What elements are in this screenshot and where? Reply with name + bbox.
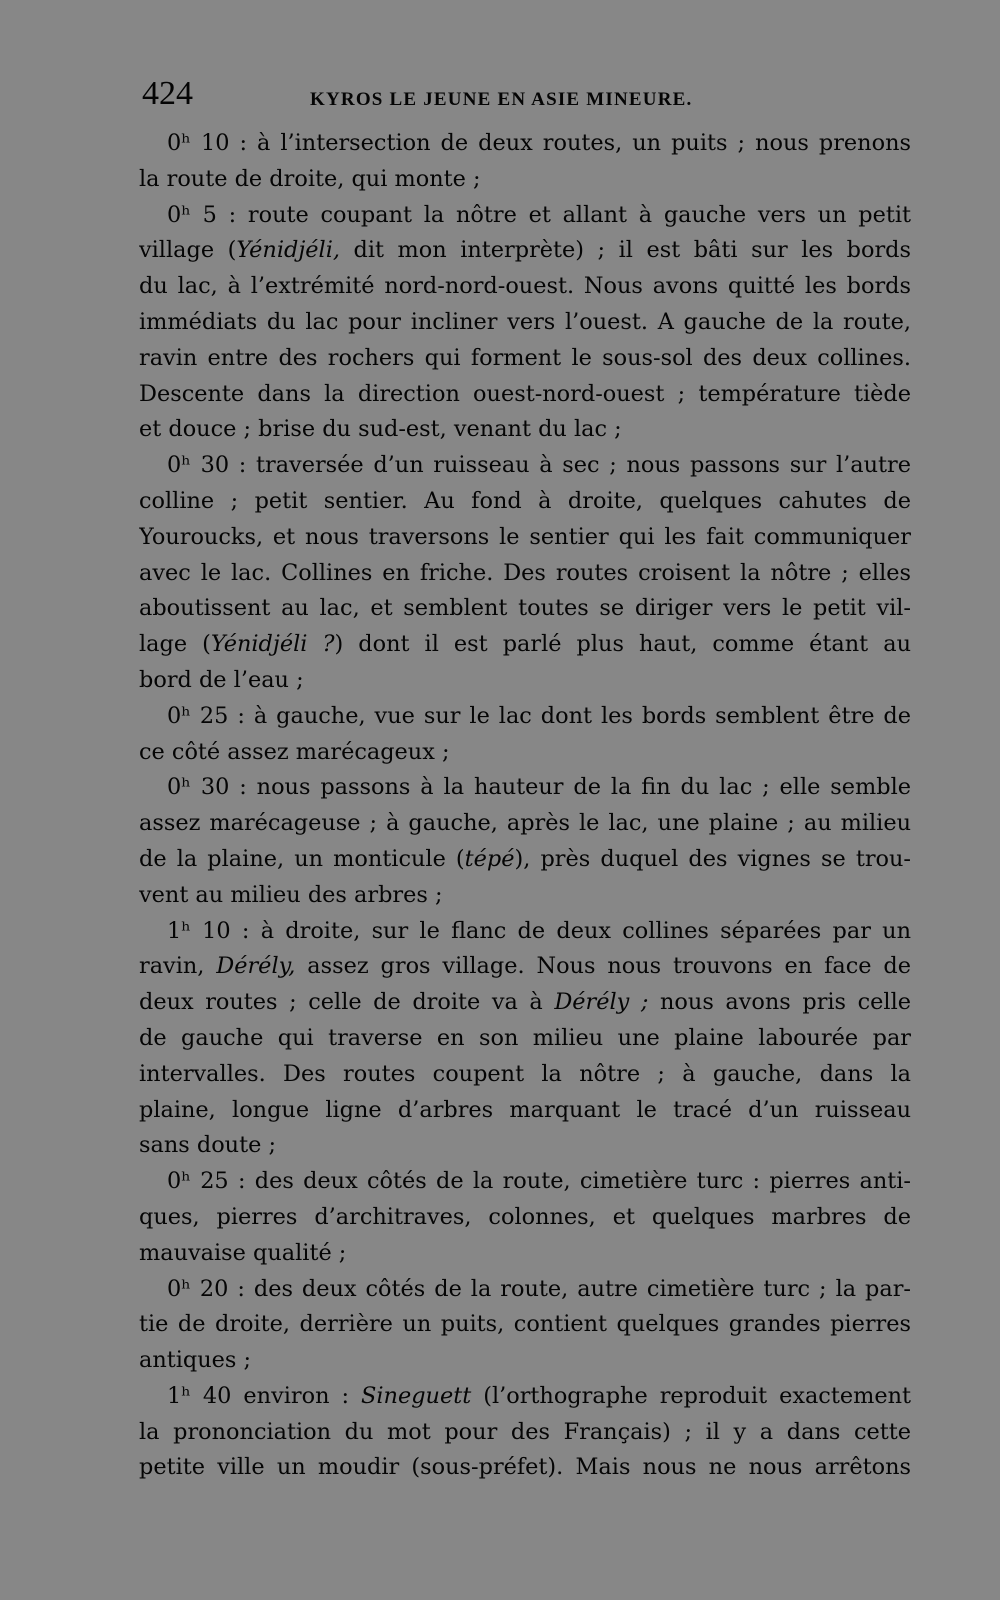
- text-segment: bord de l’eau ;: [139, 666, 304, 693]
- text-segment: assez marécageuse ; à gauche, après le lac, une plaine ; au milieu: [139, 810, 911, 837]
- text-segment: la route de droite, qui monte ;: [139, 165, 481, 192]
- text-segment: 0ʰ 5 : route coupant la nôtre et allant à gauche vers un petit: [167, 201, 911, 228]
- text-segment: du lac, à l’extrémité nord-nord-ouest. Nous avons quitté les bords: [139, 273, 911, 300]
- text-segment: colline ; petit sentier. Au fond à droite, quelques cahutes de: [139, 487, 911, 514]
- text-segment: 0ʰ 10 : à l’intersection de deux routes, un puits ; nous prenons: [167, 130, 911, 156]
- text-segment: ) dont il est parlé plus haut, comme étant au: [334, 631, 911, 658]
- text-line: [139, 520, 911, 556]
- text-segment: sans doute ;: [139, 1132, 277, 1159]
- text-line: [139, 591, 911, 627]
- text-line: [139, 770, 911, 806]
- italic-text: Sineguett: [361, 1382, 472, 1409]
- text-line: [139, 1021, 911, 1057]
- text-segment: 0ʰ 30 : traversée d’un ruisseau à sec ; nous passons sur l’autre: [167, 452, 911, 479]
- text-line: [139, 627, 911, 663]
- text-line: [139, 233, 911, 269]
- text-segment: tie de droite, derrière un puits, contient quelques grandes pierres: [139, 1311, 911, 1338]
- text-line: [139, 1307, 911, 1343]
- text-segment: lage (: [139, 631, 211, 658]
- text-segment: dit mon interprète) ; il est bâti sur les bords: [339, 237, 911, 264]
- text-segment: ravin,: [139, 953, 217, 980]
- text-line: [139, 126, 911, 162]
- italic-text: Dérély ;: [554, 989, 649, 1016]
- text-line: [139, 663, 911, 699]
- text-segment: 0ʰ 20 : des deux côtés de la route, autre cimetière turc ; la par-: [167, 1275, 911, 1302]
- text-segment: assez gros village. Nous nous trouvons en face de: [295, 953, 911, 980]
- text-segment: ques, pierres d’architraves, colonnes, et quelques marbres de: [139, 1203, 911, 1230]
- text-line: [139, 1272, 911, 1308]
- text-line: [139, 1128, 911, 1164]
- text-segment: avec le lac. Collines en friche. Des routes croisent la nôtre ; elles: [139, 559, 911, 586]
- text-line: [139, 1236, 911, 1272]
- text-segment: mauvaise qualité ;: [139, 1239, 347, 1266]
- text-segment: immédiats du lac pour incliner vers l’ouest. A gauche de la route,: [139, 308, 911, 335]
- running-title: KYROS LE JEUNE EN ASIE MINEURE.: [310, 89, 693, 110]
- text-segment: plaine, longue ligne d’arbres marquant le tracé d’un ruisseau: [139, 1096, 911, 1123]
- text-segment: 1ʰ 40 environ :: [167, 1382, 362, 1409]
- text-segment: ), près duquel des vignes se trou-: [514, 845, 911, 872]
- text-line: [139, 1450, 911, 1486]
- page-header: [142, 74, 902, 118]
- text-line: [139, 198, 911, 234]
- text-segment: 1ʰ 10 : à droite, sur le flanc de deux collines séparées par un: [167, 917, 911, 944]
- text-segment: de gauche qui traverse en son milieu une plaine labourée par: [139, 1024, 911, 1051]
- text-segment: 0ʰ 25 : des deux côtés de la route, cimetière turc : pierres anti-: [167, 1168, 911, 1195]
- italic-text: Yénidjéli,: [236, 237, 340, 264]
- text-segment: Youroucks, et nous traversons le sentier qui les fait communiquer: [139, 523, 911, 550]
- text-segment: deux routes ; celle de droite va à: [139, 989, 555, 1016]
- text-line: [139, 1200, 911, 1236]
- body-text: [139, 126, 911, 1486]
- text-segment: village (: [139, 237, 237, 264]
- text-line: [139, 985, 911, 1021]
- text-segment: petite ville un moudir (sous-préfet). Mais nous ne nous arrêtons: [139, 1454, 911, 1481]
- text-line: [139, 412, 911, 448]
- text-line: [139, 484, 911, 520]
- text-line: [139, 1343, 911, 1379]
- text-segment: 0ʰ 25 : à gauche, vue sur le lac dont les bords semblent être de: [167, 702, 911, 729]
- text-line: [139, 949, 911, 985]
- text-segment: antiques ;: [139, 1347, 252, 1374]
- text-line: [139, 305, 911, 341]
- text-segment: vent au milieu des arbres ;: [139, 881, 443, 908]
- text-line: [139, 699, 911, 735]
- text-line: [139, 1057, 911, 1093]
- text-segment: aboutissent au lac, et semblent toutes se diriger vers le petit vil-: [139, 595, 911, 622]
- text-segment: la prononciation du mot pour des Français) ; il y a dans cette: [139, 1418, 911, 1445]
- text-line: [139, 1415, 911, 1451]
- text-segment: et douce ; brise du sud-est, venant du lac ;: [139, 416, 622, 443]
- text-line: [139, 1093, 911, 1129]
- text-line: [139, 162, 911, 198]
- italic-text: tépé: [464, 845, 515, 872]
- text-line: [139, 1379, 911, 1415]
- text-line: [139, 842, 911, 878]
- text-segment: Descente dans la direction ouest-nord-ouest ; température tiède: [139, 380, 911, 407]
- text-line: [139, 1164, 911, 1200]
- text-segment: de la plaine, un monticule (: [139, 845, 465, 872]
- text-line: [139, 878, 911, 914]
- text-line: [139, 556, 911, 592]
- text-segment: (l’orthographe reproduit exactement: [471, 1382, 911, 1409]
- text-segment: ravin entre des rochers qui forment le sous-sol des deux collines.: [139, 344, 911, 371]
- text-line: [139, 448, 911, 484]
- text-segment: intervalles. Des routes coupent la nôtre ; à gauche, dans la: [139, 1060, 911, 1087]
- text-segment: nous avons pris celle: [648, 989, 911, 1016]
- italic-text: Yénidjéli ?: [210, 631, 335, 658]
- text-segment: ce côté assez marécageux ;: [139, 738, 450, 765]
- text-line: [139, 806, 911, 842]
- text-line: [139, 377, 911, 413]
- text-line: [139, 341, 911, 377]
- text-line: [139, 735, 911, 771]
- text-line: [139, 269, 911, 305]
- text-segment: 0ʰ 30 : nous passons à la hauteur de la fin du lac ; elle semble: [167, 774, 911, 801]
- italic-text: Dérély,: [216, 953, 296, 980]
- page-number: 424: [142, 75, 193, 112]
- text-line: [139, 914, 911, 950]
